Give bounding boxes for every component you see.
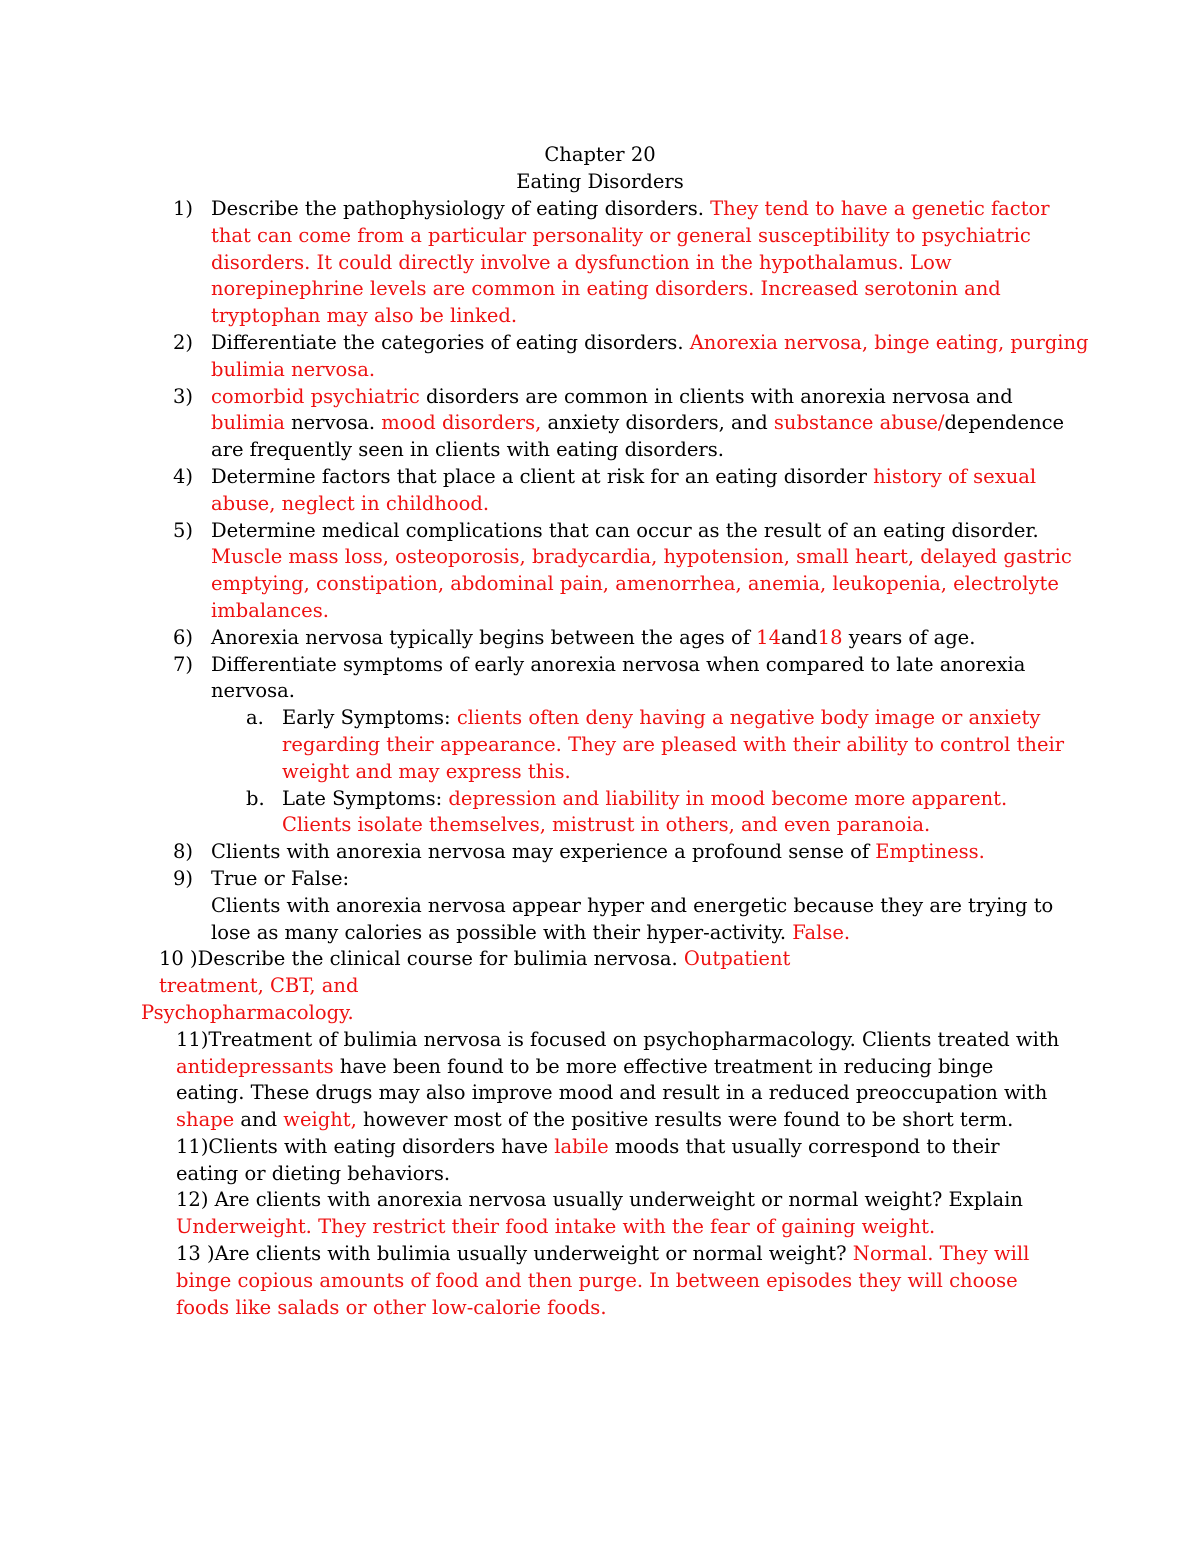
question-text: dependence are frequently seen in clients with eating disorders. [211,411,1065,462]
question-number: 4) [173,464,194,488]
question-text: Describe the pathophysiology of eating disorders. [211,197,704,220]
question-8 [0,839,1091,866]
question-list [0,196,1200,1321]
question-number: 9) [173,866,194,890]
answer-text: history of sexual abuse, neglect in childhood. [211,464,1037,515]
answer-text: comorbid psychiatric [211,384,420,408]
question-number: 5) [173,518,194,542]
question-2 [0,330,1091,384]
answer-text: False. [792,920,851,944]
sub-item-early [0,705,1082,785]
sub-item-letter: a. [246,706,264,730]
sub-item-label: Early Symptoms: [282,706,451,730]
question-text: anxiety disorders, and [547,411,768,435]
question-number: 1) [173,197,194,220]
question-4 [0,464,1091,518]
answer-text: Normal. They will binge copious amounts of food and then purge. In between episodes they will choose foods like salads or other low-calorie foods. [176,1242,1030,1319]
question-number: 3) [173,384,194,408]
question-number: 2) [173,330,194,354]
question-number: 8) [173,840,194,864]
answer-text: 14 [756,625,781,649]
question-text: disorders are common in clients with anorexia nervosa and [425,384,1013,408]
question-5 [0,518,1091,625]
question-6 [0,625,1091,652]
question-text: Determine factors that place a client at risk for an eating disorder [211,464,867,488]
question-text: moods that usually correspond to their eating or dieting behaviors. [176,1134,1000,1185]
page-title: Eating Disorders [516,170,684,193]
answer-text: They tend to have a genetic factor that can come from a particular personality or general susceptibility to psychiatric disorders. It could directly involve a dysfunction in the hypothalamus. Low norepinephrine levels are common in eating disorders. Increased serotonin and tryptophan may also be linked. [211,197,1050,328]
question-text: and [781,625,818,649]
question-text: Differentiate symptoms of early anorexia nervosa when compared to late anorexia nervosa. [211,652,1026,703]
question-number: 7) [173,652,194,676]
answer-text: Outpatient treatment, CBT, and [159,947,791,998]
sub-item-label: Late Symptoms: [282,786,443,810]
question-text: True or False: [211,866,350,890]
sub-item-late [0,786,1082,840]
question-text: 10 )Describe the clinical course for bulimia nervosa. [159,947,678,971]
question-11b [0,1134,1066,1188]
answer-text: Emptiness. [875,840,985,864]
answer-text: mood disorders, [381,411,542,435]
question-text: 13 )Are clients with bulimia usually underweight or normal weight? [176,1242,847,1266]
question-text: and [240,1108,278,1132]
question-13 [0,1241,1066,1321]
question-text: 11)Treatment of bulimia nervosa is focused on psychopharmacology. Clients treated with [176,1027,1060,1051]
answer-text: depression and liability in mood become more apparent. Clients isolate themselves, mistrust in others, and even paranoia. [282,786,1008,837]
answer-text: 18 [817,625,843,649]
question-text: Clients with anorexia nervosa may experience a profound sense of [211,840,870,864]
question-12 [0,1187,1066,1241]
answer-text: Psychopharmacology. [141,1000,354,1024]
answer-text: clients often deny having a negative body image or anxiety regarding their appearance. They are pleased with their ability to control their weight and may express this. [282,706,1065,783]
answer-text: shape [176,1108,235,1132]
question-text: have been found to be more effective treatment in reducing binge eating. These drugs may also improve mood and result in a reduced preoccupation with [176,1054,1048,1105]
answer-text: substance abuse/ [773,411,945,435]
sub-item-letter: b. [246,786,265,810]
question-10 [0,946,900,1026]
chapter-heading: Chapter 20 [544,143,656,166]
question-text: years of age. [848,625,976,649]
answer-text: antidepressants [176,1054,334,1078]
question-11 [0,1027,1066,1134]
question-text: Clients with anorexia nervosa appear hyper and energetic because they are trying to lose as many calories as possible with their hyper-activity. [211,893,1054,944]
question-text: Determine medical complications that can occur as the result of an eating disorder. [211,518,1039,542]
question-7 [0,652,1091,706]
question-text: nervosa. [291,411,376,435]
answer-text: Anorexia nervosa, binge eating, purging bulimia nervosa. [211,330,1089,381]
question-9 [0,866,1091,946]
question-1 [0,196,1091,330]
answer-text: Underweight. They restrict their food intake with the fear of gaining weight. [176,1215,936,1239]
answer-text: bulimia [211,411,285,435]
answer-text: Muscle mass loss, osteoporosis, bradycardia, hypotension, small heart, delayed gastric emptying, constipation, abdominal pain, amenorrhea, anemia, leukopenia, electrolyte imbalances. [211,545,1072,622]
answer-text: weight, [283,1108,357,1132]
question-text: Differentiate the categories of eating disorders. [211,330,684,354]
question-text: however most of the positive results were found to be short term. [363,1108,1014,1132]
question-number: 6) [173,625,194,649]
answer-text: labile [554,1134,609,1158]
question-text: 12) Are clients with anorexia nervosa usually underweight or normal weight? Explain [176,1188,1023,1212]
question-3 [0,384,1091,464]
question-text: Anorexia nervosa typically begins between the ages of [211,625,750,649]
question-text: 11)Clients with eating disorders have [176,1134,549,1158]
